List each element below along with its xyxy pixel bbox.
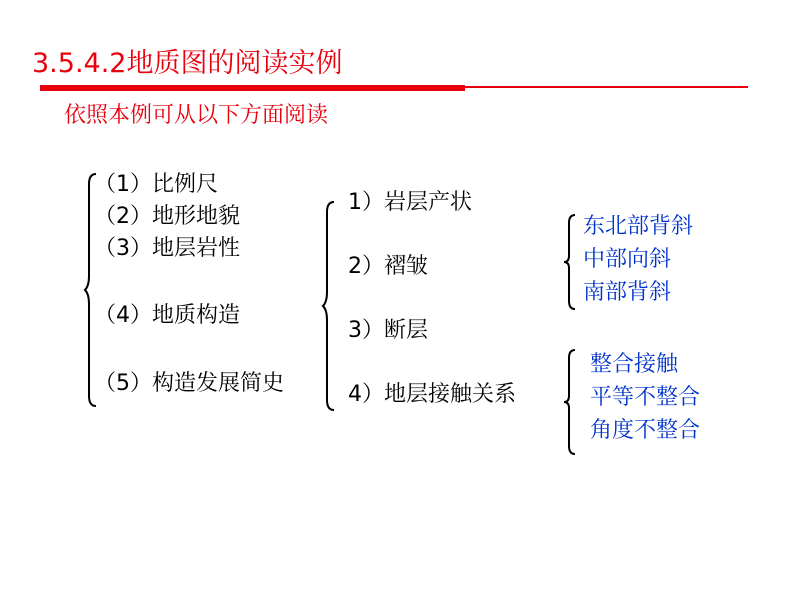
aspect-item-lithology: （3）地层岩性	[94, 236, 240, 261]
aspect-item-scale: （1）比例尺	[94, 172, 218, 197]
contact-item-parallel-unconformity: 平等不整合	[590, 385, 701, 410]
fold-item-ne-anticline: 东北部背斜	[583, 214, 694, 239]
aspect-item-structure: （4）地质构造	[94, 303, 240, 328]
fold-item-south-anticline: 南部背斜	[583, 280, 672, 305]
structure-item-attitude: 1）岩层产状	[348, 190, 472, 215]
structure-item-fault: 3）断层	[348, 318, 428, 343]
page-subtitle: 依照本例可从以下方面阅读	[64, 103, 329, 128]
structure-item-contact: 4）地层接触关系	[348, 382, 516, 407]
structure-brace	[322, 200, 336, 412]
title-underline-accent	[40, 85, 465, 91]
aspect-item-landform: （2）地形地貌	[94, 204, 240, 229]
page-title: 3.5.4.2地质图的阅读实例	[32, 48, 343, 79]
contact-brace	[563, 348, 577, 456]
contact-item-conformable: 整合接触	[590, 352, 679, 377]
fold-brace	[563, 213, 577, 311]
aspect-item-history: （5）构造发展简史	[94, 371, 284, 396]
fold-item-central-syncline: 中部向斜	[583, 247, 672, 272]
structure-item-fold: 2）褶皱	[348, 254, 428, 279]
contact-item-angular-unconformity: 角度不整合	[590, 418, 701, 443]
